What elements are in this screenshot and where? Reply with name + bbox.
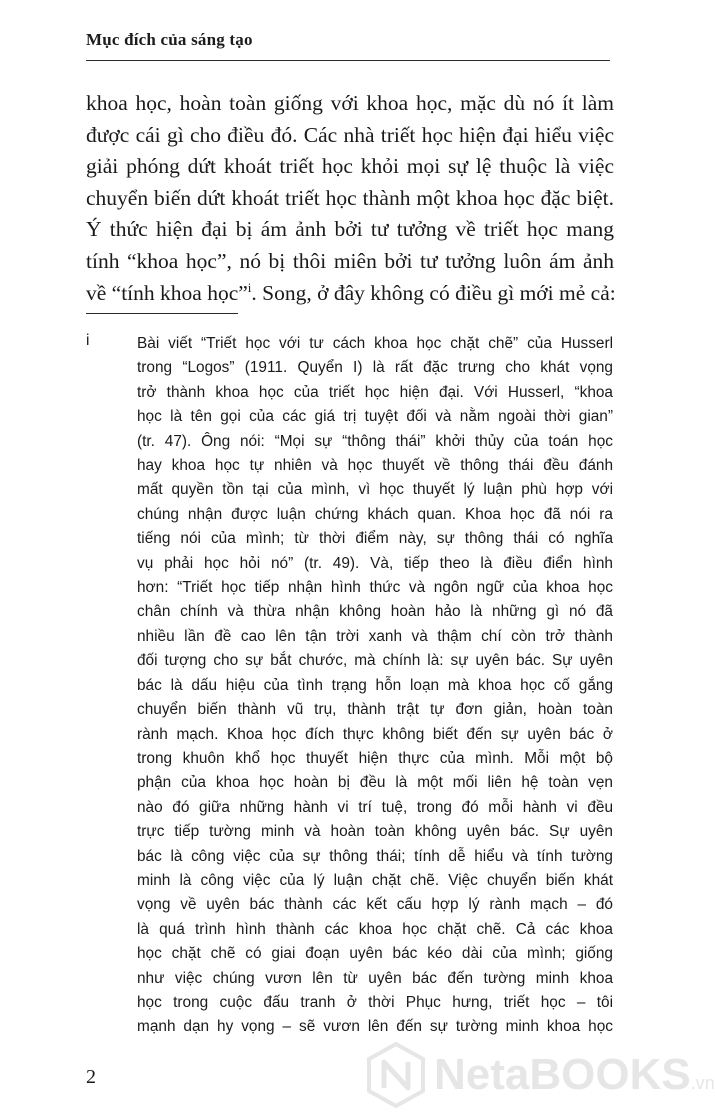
footnote-line: mạnh dạn hy vọng – sẽ vươn lên đến sự tường minh khoa học [137, 1018, 613, 1036]
footnote-line: học chặt chẽ có giai đoạn uyên bác kéo dài của mình; giống [137, 945, 613, 963]
body-line: chuyển biến dứt khoát triết học thành một khoa học đặc biệt. [86, 185, 614, 210]
body-line: Ý thức hiện đại bị ám ảnh bởi tư tưởng về triết học mang [86, 217, 614, 242]
footnote-line: là quá trình hình thành các khoa học chặt chẽ. Cả các khoa [137, 920, 613, 938]
footnote-line: chúng nhận được luận chứng khách quan. Khoa học đã nói ra [137, 505, 613, 523]
watermark-text [434, 1050, 715, 1100]
footnote-separator [86, 313, 238, 314]
neta-logo-icon [366, 1042, 426, 1108]
footnote-line: nhiều lần đề cao lên tận trời xanh và thậm chí còn trở thành [137, 627, 613, 645]
page-number: 2 [86, 1066, 96, 1088]
footnote-line: trong “Logos” (1911. Quyển I) là rất đặc trưng cho khát vọng [137, 359, 613, 377]
body-line: tính “khoa học”, nó bị thôi miên bởi tư tưởng luôn ám ảnh [86, 248, 614, 273]
footnote-line: nào đó giữa những hành vi trí tuệ, trong đó mỗi hành vi đều [137, 798, 613, 816]
footnote-line: phận của khoa học hoàn bị đều là một mối liên hệ toàn vẹn [137, 774, 613, 792]
footnote-line: học trong cuộc đấu tranh ở thời Phục hưng, triết học – tôi [137, 993, 613, 1011]
footnote-line: như việc chúng vươn lên từ uyên bác đến tường minh khoa [137, 969, 613, 987]
watermark [362, 1040, 715, 1110]
footnote-line: vụ phải học hỏi nó” (tr. 49). Và, tiếp theo là điều điển hình [137, 554, 613, 572]
footnote-line: đối tượng cho sự bắt chước, mà chính là: sự uyên bác. Sự uyên [137, 652, 613, 670]
body-text-after-note: . Song, ở đây không có điều gì mới mẻ cả: [251, 280, 616, 305]
watermark-suffix: .vn [690, 1073, 715, 1093]
footnote-line: trở thành khoa học của triết học hiện đại. Với Husserl, “khoa [137, 383, 613, 401]
footnote-line: vọng về uyên bác thành các kết cấu hợp lý rành mạch – đó [137, 896, 613, 914]
footnote-line: hay khoa học tự nhiên và học thuyết về thông thái đều đánh [137, 457, 613, 475]
footnote-reference[interactable]: i [247, 279, 252, 295]
main-paragraph [86, 88, 614, 309]
body-line: giải phóng dứt khoát triết học khỏi mọi sự lệ thuộc là việc [86, 154, 614, 179]
footnote-line: học là tên gọi của các giá trị tuyệt đối và nằm ngoài thời gian” [137, 408, 613, 426]
body-line: được cái gì cho điều đó. Các nhà triết học hiện đại hiểu việc [86, 122, 614, 147]
footnote-text [137, 332, 613, 1040]
watermark-brand: NetaBOOKS [434, 1050, 691, 1099]
footnote-line: Bài viết “Triết học với tư cách khoa học chặt chẽ” của Husserl [137, 335, 613, 352]
footnote-line: minh là công việc của lý luận chặt chẽ. Việc chuyển biến khát [137, 871, 613, 889]
footnote-line: trong khuôn khổ học thuyết hiện thực của mình. Mỗi một bộ [137, 749, 613, 767]
footnote-line: (tr. 47). Ông nói: “Mọi sự “thông thái” khởi thủy của toán học [137, 432, 613, 450]
running-header: Mục đích của sáng tạo [86, 30, 253, 49]
footnote-line: chân chính và thừa nhận không hoàn hảo là những gì nó đã [137, 603, 613, 621]
header-rule [86, 60, 610, 61]
body-text-before-note: về “tính khoa học” [86, 280, 248, 305]
footnote-line: bác là dấu hiệu của tình trạng hỗn loạn mà khoa học cố gắng [137, 676, 613, 694]
footnote-line: trực tiếp tường minh và hoàn toàn không uyên bác. Sự uyên [137, 823, 613, 841]
footnote-line: mất quyền tồn tại của mình, vì học thuyết lý luận phù hợp với [137, 481, 613, 499]
footnote-line: rành mạch. Khoa học đích thực không biết đến sự uyên bác ở [137, 725, 613, 743]
footnote-line: hơn: “Triết học tiếp nhận hình thức và ngôn ngữ của khoa học [137, 579, 613, 597]
footnote-marker: i [86, 332, 90, 349]
body-line: khoa học, hoàn toàn giống với khoa học, mặc dù nó ít làm [86, 91, 614, 115]
footnote-line: bác là công việc của sự thông thái; tính dễ hiểu và tính tường [137, 847, 613, 865]
footnote-line: tiếng nói của mình; từ thời điểm này, sự thông thái có nghĩa [137, 530, 613, 548]
body-line-last [86, 278, 614, 310]
footnote-line: chuyển biến thành vũ trụ, thành trật tự đơn giản, hoàn toàn [137, 701, 613, 719]
